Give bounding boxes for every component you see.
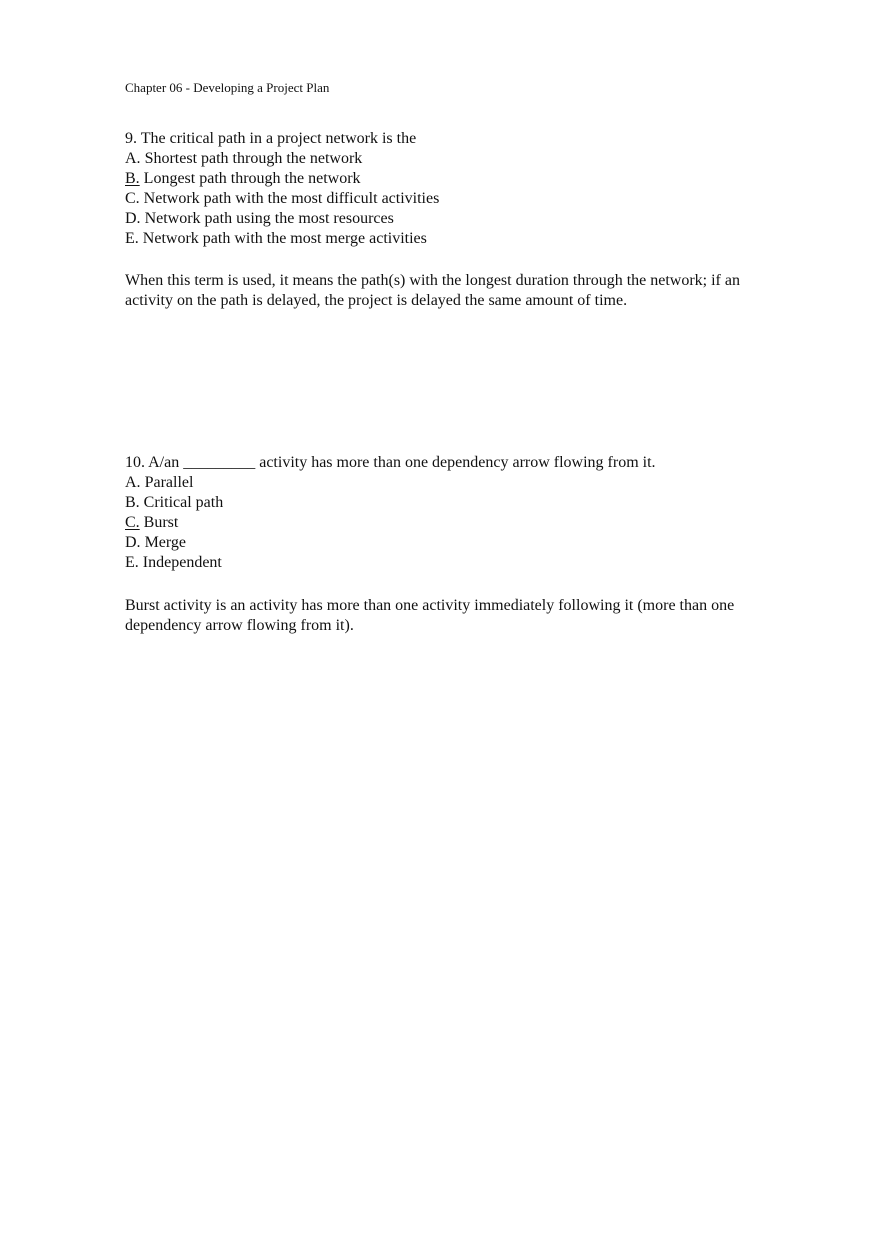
option-letter: E. (125, 230, 139, 247)
option-text: Network path using the most resources (144, 210, 394, 227)
option-b (125, 493, 785, 513)
option-letter: E. (125, 554, 139, 571)
question-9-explanation: When this term is used, it means the path(s) with the longest duration through the network; if an activity on the path is delayed, the project is delayed the same amount of time. (125, 272, 740, 309)
option-text: Merge (144, 534, 187, 551)
question-stem: 10. A/an _________ activity has more than one dependency arrow flowing from it. (125, 454, 656, 471)
option-text: Network path with the most difficult activities (143, 190, 440, 207)
option-e (125, 229, 785, 249)
option-letter: A. (125, 474, 141, 491)
option-e (125, 553, 785, 573)
option-c (125, 189, 785, 209)
option-text: Longest path through the network (143, 170, 361, 187)
option-a (125, 473, 785, 493)
option-text: Shortest path through the network (144, 150, 363, 167)
question-9 (125, 129, 785, 249)
option-letter: D. (125, 210, 141, 227)
option-text: Critical path (143, 494, 224, 511)
option-d (125, 533, 785, 553)
option-letter-correct: C. (125, 514, 140, 531)
option-b (125, 169, 785, 189)
option-d (125, 209, 785, 229)
option-letter: B. (125, 494, 140, 511)
option-c (125, 513, 785, 533)
option-text: Network path with the most merge activities (142, 230, 427, 247)
option-text: Independent (142, 554, 222, 571)
option-letter: C. (125, 190, 140, 207)
option-a (125, 149, 785, 169)
option-letter: A. (125, 150, 141, 167)
question-10-explanation: Burst activity is an activity has more than one activity immediately following it (more than one dependency arrow flowing from it). (125, 597, 735, 634)
option-text: Parallel (144, 474, 194, 491)
page-header: Chapter 06 - Developing a Project Plan (125, 80, 330, 95)
question-10 (125, 453, 785, 573)
option-letter: D. (125, 534, 141, 551)
option-text: Burst (143, 514, 179, 531)
question-stem: 9. The critical path in a project network is the (125, 130, 417, 147)
option-letter-correct: B. (125, 170, 140, 187)
